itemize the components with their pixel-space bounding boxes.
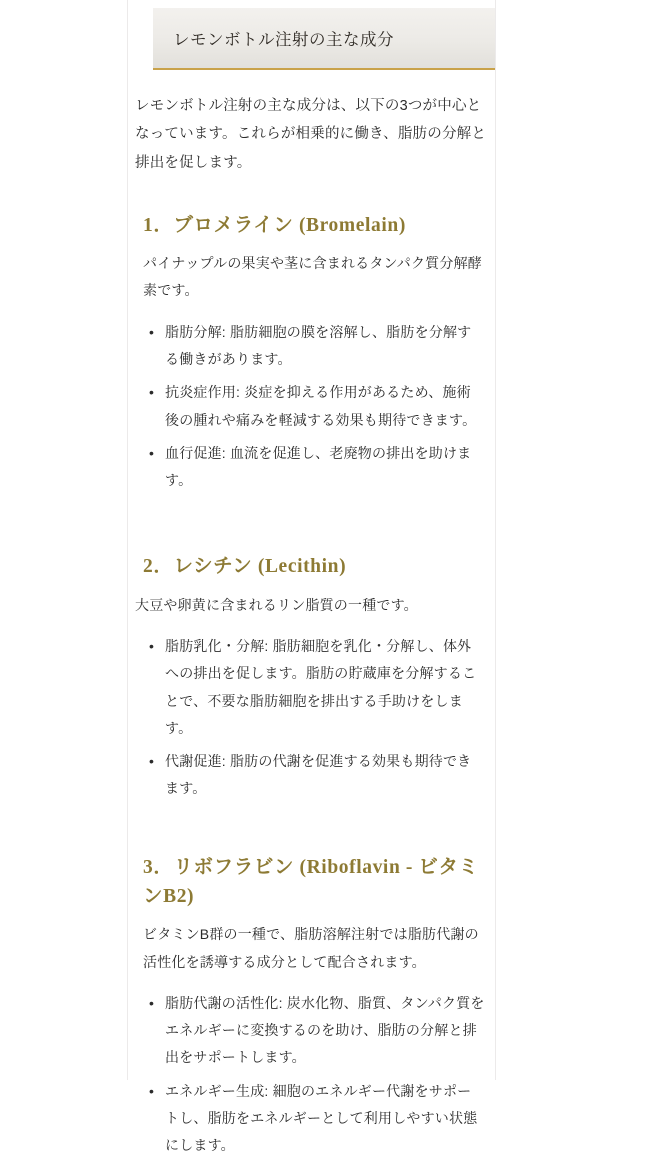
page-gutter-right bbox=[495, 0, 650, 1080]
section-banner bbox=[153, 8, 495, 70]
ingredient-bullets-3 bbox=[143, 990, 485, 1160]
ingredient-bullets-2 bbox=[143, 633, 485, 803]
ingredient-heading-1: 1．ブロメライン (Bromelain) bbox=[143, 214, 406, 236]
ingredient-lede-3: ビタミンB群の一種で、脂肪溶解注射では脂肪代謝の活性化を誘導する成分として配合されます。 bbox=[143, 926, 479, 970]
ingredient-heading-2: 2．レシチン (Lecithin) bbox=[143, 556, 347, 578]
article-content bbox=[129, 0, 495, 1154]
list-item: • 抗炎症作用: 炎症を抑える作用があるため、施術後の腫れや痛みを軽減する効果も期待できます。 bbox=[165, 379, 485, 434]
ingredient-bullets-1 bbox=[143, 319, 485, 495]
list-item: • 脂肪分解: 脂肪細胞の膜を溶解し、脂肪を分解する働きがあります。 bbox=[165, 319, 485, 374]
ingredient-lede-1: パイナップルの果実や茎に含まれるタンパク質分解酵素です。 bbox=[143, 255, 482, 299]
ingredient-lede-2: 大豆や卵黄に含まれるリン脂質の一種です。 bbox=[135, 596, 418, 613]
list-item: • 脂肪乳化・分解: 脂肪細胞を乳化・分解し、体外への排出を促します。脂肪の貯蔵庫を分解することで、不要な脂肪細胞を排出する手助けをします。 bbox=[165, 633, 485, 742]
ingredient-heading-3: 3．リボフラビン (Riboflavin - ビタミンB2) bbox=[143, 856, 479, 907]
spacer bbox=[129, 500, 495, 518]
list-item: • 代謝促進: 脂肪の代謝を促進する効果も期待できます。 bbox=[165, 748, 485, 803]
list-item: • 脂肪代謝の活性化: 炭水化物、脂質、タンパク質をエネルギーに変換するのを助け、脂肪の分解と排出をサポートします。 bbox=[165, 990, 485, 1072]
page-gutter-left bbox=[0, 0, 128, 1080]
list-item: • エネルギー生成: 細胞のエネルギー代謝をサポートし、脂肪をエネルギーとして利用しやすい状態にします。 bbox=[165, 1078, 485, 1160]
list-item: • 血行促進: 血流を促進し、老廃物の排出を助けます。 bbox=[165, 440, 485, 495]
section-intro-paragraph: レモンボトル注射の主な成分は、以下の3つが中心となっています。これらが相乗的に働き、脂肪の分解と排出を促します。 bbox=[135, 98, 487, 171]
spacer bbox=[129, 809, 495, 819]
section-banner-title: レモンボトル注射の主な成分 bbox=[173, 30, 394, 49]
